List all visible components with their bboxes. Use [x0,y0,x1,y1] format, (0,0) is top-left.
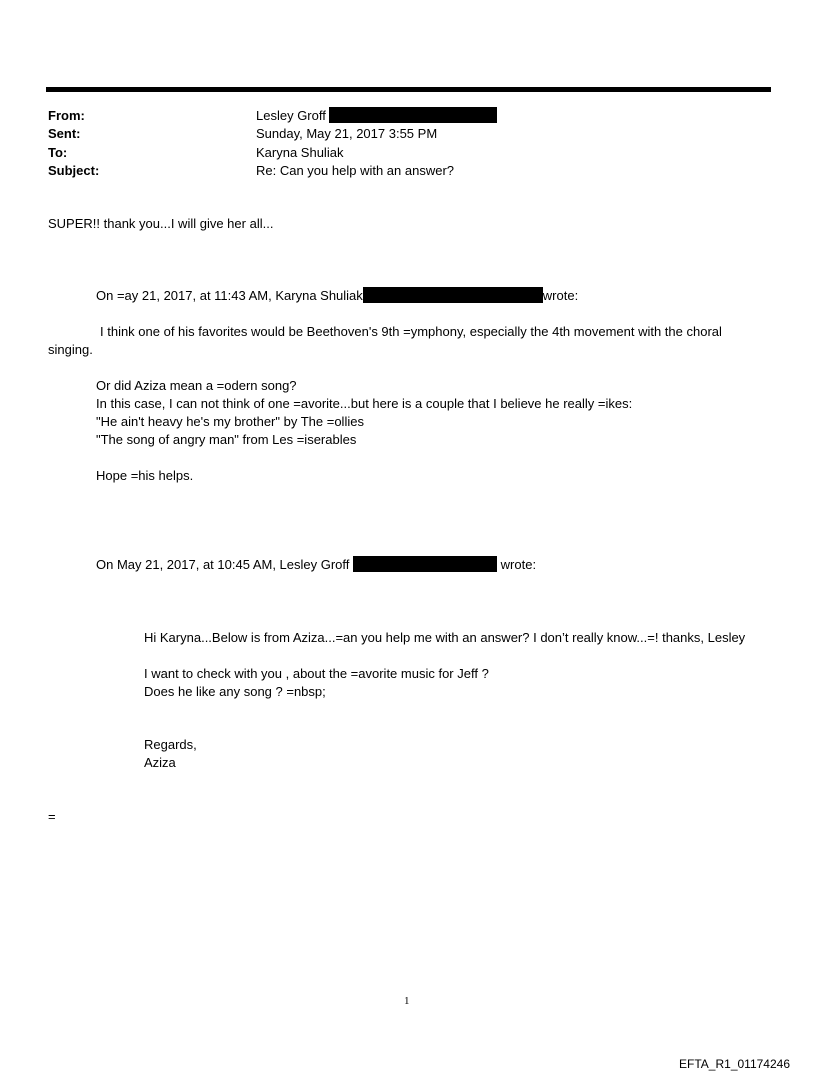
quote2-line3: Does he like any song ? =nbsp; [144,684,326,699]
quote1-line5: "The song of angry man" from Les =iserables [96,432,357,447]
document-id: EFTA_R1_01174246 [679,1057,790,1071]
email-header [0,107,816,183]
sent-value: Sunday, May 21, 2017 3:55 PM [256,126,438,141]
header-rule [46,87,771,92]
quote2-wrote: wrote: [500,557,537,572]
quote1-line3: In this case, I can not think of one =avorite...but here is a couple that I believe he really =ikes: [96,396,633,411]
to-label: To: [48,145,68,160]
from-label: From: [48,108,85,123]
trailer-text: = [48,809,56,824]
quote1-line2: Or did Aziza mean a =odern song? [96,378,297,393]
subject-label: Subject: [48,163,100,178]
sent-label: Sent: [48,126,81,141]
from-value [256,107,497,125]
quote1-line1: I think one of his favorites would be Beethoven's 9th =ymphony, especially the 4th movement with the choral [100,324,722,339]
quote2-line2: I want to check with you , about the =avorite music for Jeff ? [144,666,489,681]
page-number: 1 [404,995,410,1007]
to-value: Karyna Shuliak [256,145,344,160]
quote2-line1: Hi Karyna...Below is from Aziza...=an you help me with an answer? I don’t really know...=! thanks, Lesley [144,630,746,645]
from-name: Lesley Groff [256,108,326,123]
reply-text: SUPER!! thank you...I will give her all... [48,216,274,231]
quote2-line4: Regards, [144,737,197,752]
quote1-wrote: wrote: [542,288,579,303]
quote1-line6: Hope =his helps. [96,468,194,483]
subject-value: Re: Can you help with an answer? [256,163,455,178]
redaction-block [363,287,543,303]
quote1-intro-text: On =ay 21, 2017, at 11:43 AM, Karyna Shuliak [96,288,363,303]
quote1-line4: "He ain't heavy he's my brother" by The =ollies [96,414,364,429]
quote1-line1-cont: singing. [48,342,93,357]
redaction-block [353,556,497,572]
redaction-block [329,107,497,123]
quote2-intro [96,556,536,574]
quote2-intro-text: On May 21, 2017, at 10:45 AM, Lesley Groff [96,557,350,572]
quote1-intro [96,287,578,305]
quote2-line5: Aziza [144,755,176,770]
